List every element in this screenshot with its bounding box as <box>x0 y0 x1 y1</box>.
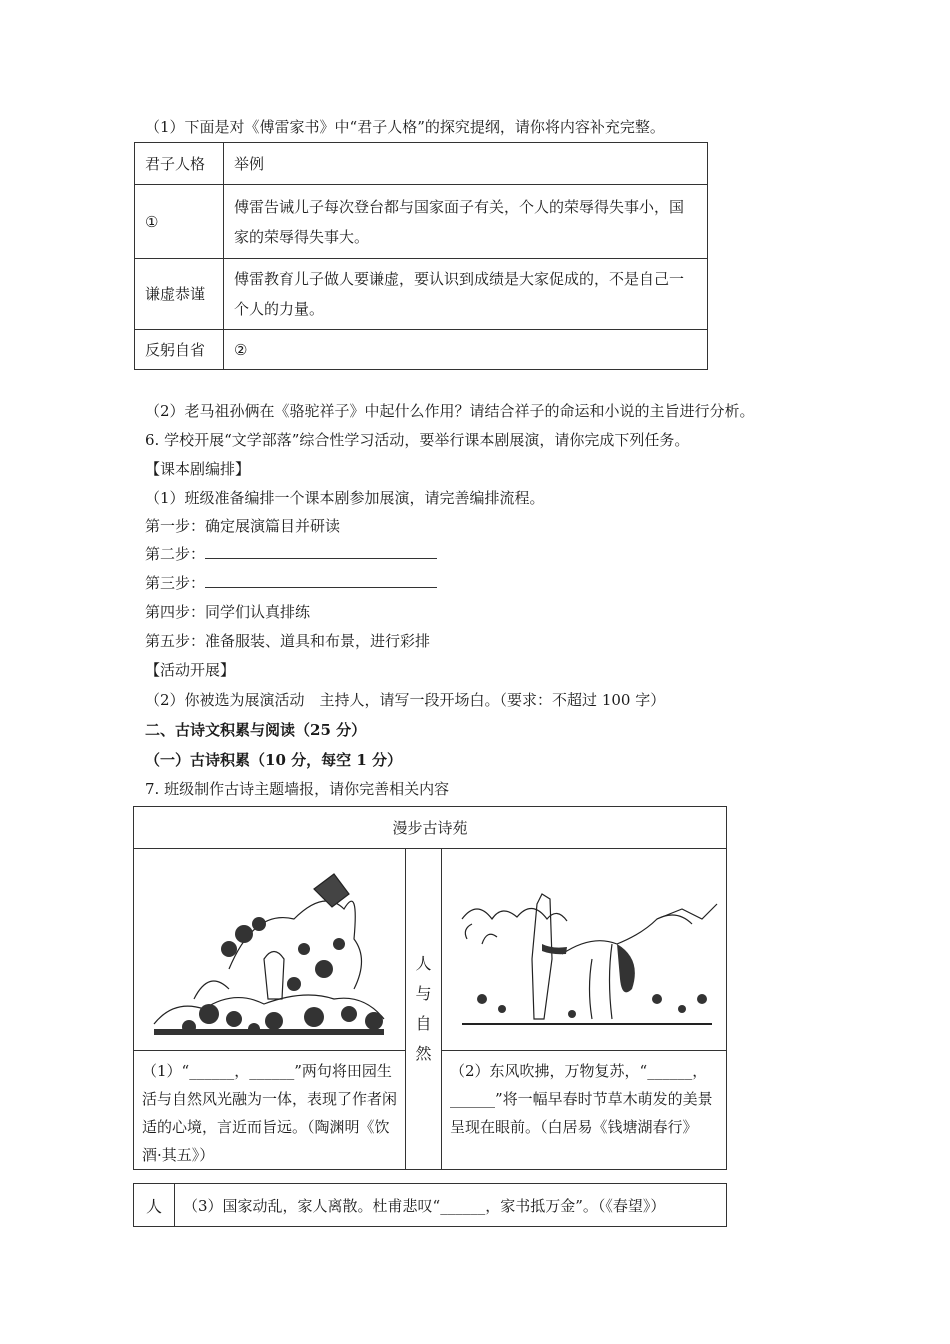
q6-part1: （1）班级准备编排一个课本剧参加展演，请完善编排流程。 <box>145 489 545 507</box>
q7-stem: 7. 班级制作古诗主题墙报，请你完善相关内容 <box>145 780 450 798</box>
table-header-trait: 君子人格 <box>135 143 224 185</box>
poem-blank-right: （2）东风吹拂，万物复苏，“______，______”将一幅早春时节草木萌发的美景呈现在眼前。（白居易《钱塘湖春行》 <box>442 1051 727 1170</box>
poster-bottom-row <box>133 1183 727 1227</box>
q5-part1-intro: （1）下面是对《傅雷家书》中“君子人格”的探究提纲，请你将内容补充完整。 <box>145 118 665 136</box>
poem-blank-left: （1）“______，______”两句将田园生活与自然风光融为一体，表现了作者闲适的心境，言近而旨远。（陶渊明《饮酒·其五》） <box>134 1051 406 1170</box>
poster-title: 漫步古诗苑 <box>134 807 727 849</box>
theme-char: 然 <box>415 1044 432 1063</box>
pastoral-illustration <box>134 849 405 1050</box>
junzi-table <box>134 142 708 370</box>
poster-theme <box>406 849 442 1170</box>
q6-stem: 6. 学校开展“文学部落”综合性学习活动，要举行课本剧展演，请你完成下列任务。 <box>145 431 690 449</box>
left-image-cell <box>134 849 406 1051</box>
section-label-script: 【课本剧编排】 <box>145 460 251 478</box>
table-cell-trait: 谦虚恭谨 <box>135 259 224 330</box>
section-heading: 二、古诗文积累与阅读（25 分） <box>145 721 367 739</box>
step-4: 第四步：同学们认真排练 <box>145 603 311 621</box>
table-cell-example: 傅雷告诫儿子每次登台都与国家面子有关，个人的荣辱得失事小，国家的荣辱得失事大。 <box>224 185 708 259</box>
q6-part2: （2）你被选为展演活动 主持人，请写一段开场白。（要求：不超过 100 字） <box>145 691 666 709</box>
table-header-example: 举例 <box>224 143 708 185</box>
right-image-cell <box>442 849 727 1051</box>
step-5: 第五步：准备服装、道具和布景，进行彩排 <box>145 632 431 650</box>
poem-blank-bottom: （3）国家动乱，家人离散。杜甫悲叹“______，家书抵万金”。（《春望》） <box>175 1184 727 1227</box>
table-cell-example: ② <box>224 330 708 370</box>
answer-blank[interactable] <box>205 573 437 588</box>
poster-table <box>133 806 727 1170</box>
table-cell-example: 傅雷教育儿子做人要谦虚，要认识到成绩是大家促成的，不是自己一个人的力量。 <box>224 259 708 330</box>
sub-heading: （一）古诗积累（10 分，每空 1 分） <box>145 751 402 769</box>
theme-char: 人 <box>415 954 432 973</box>
step-1: 第一步：确定展演篇目并研读 <box>145 517 341 535</box>
theme-char: 自 <box>415 1014 432 1033</box>
table-cell-trait: ① <box>135 185 224 259</box>
theme-char: 与 <box>415 984 432 1003</box>
spring-horse-illustration <box>442 849 726 1050</box>
bottom-theme-label: 人 <box>134 1184 175 1227</box>
table-cell-trait: 反躬自省 <box>135 330 224 370</box>
q5-part2: （2）老马祖孙俩在《骆驼祥子》中起什么作用？请结合祥子的命运和小说的主旨进行分析。 <box>145 402 755 420</box>
section-label-activity: 【活动开展】 <box>145 661 236 679</box>
step-3: 第三步： <box>145 573 437 593</box>
answer-blank[interactable] <box>205 544 437 559</box>
step-2: 第二步： <box>145 544 437 564</box>
